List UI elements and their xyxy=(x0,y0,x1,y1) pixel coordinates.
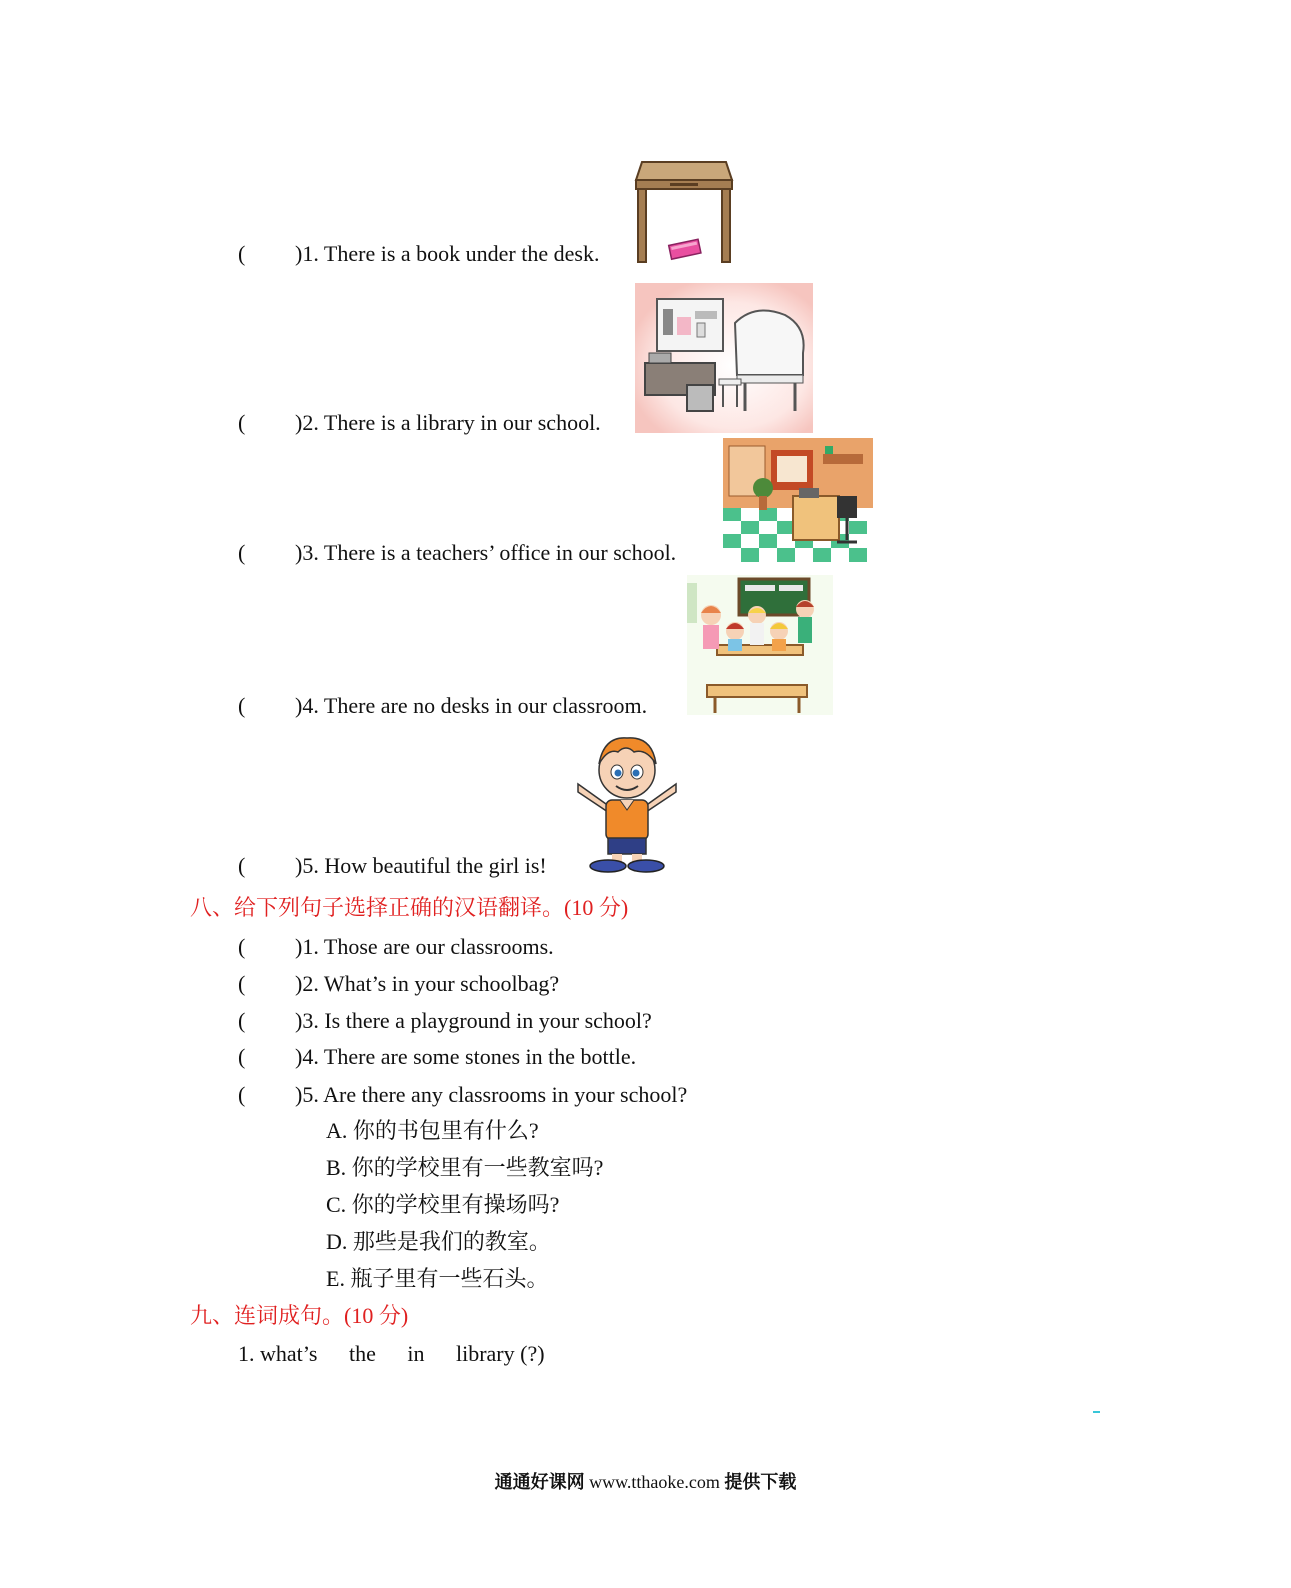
option-d: D. 那些是我们的教室。 xyxy=(326,1229,551,1254)
answer-paren: ( xyxy=(238,1044,246,1069)
question-text: )3. Is there a playground in your school? xyxy=(295,1008,652,1033)
question-text: )4. There are no desks in our classroom. xyxy=(295,693,648,718)
option-a: A. 你的书包里有什么? xyxy=(326,1118,539,1143)
question-text: )1. There is a book under the desk. xyxy=(295,241,600,266)
answer-paren: ( xyxy=(238,971,246,996)
question-text: )2. There is a library in our school. xyxy=(295,410,601,435)
answer-paren: ( xyxy=(238,1008,246,1033)
question-text: )5. How beautiful the girl is! xyxy=(295,853,547,878)
section-9-heading: 九、连词成句。(10 分) xyxy=(190,1303,409,1328)
footer-url[interactable]: www.tthaoke.com xyxy=(589,1472,720,1492)
item-number: 1. xyxy=(238,1341,255,1366)
s9-item-1 xyxy=(238,1340,545,1368)
scrambled-word: what’s xyxy=(260,1341,318,1366)
footer-prefix: 通通好课网 xyxy=(494,1472,585,1493)
answer-paren: ( xyxy=(238,540,246,565)
option-c: C. 你的学校里有操场吗? xyxy=(326,1192,560,1217)
stray-mark xyxy=(1093,1411,1100,1413)
answer-paren: ( xyxy=(238,241,246,266)
scrambled-word: in xyxy=(407,1341,425,1366)
classroom-children-picture xyxy=(687,575,833,715)
scrambled-word: library xyxy=(455,1341,515,1366)
question-text: )5. Are there any classrooms in your school? xyxy=(295,1082,688,1107)
section-8-heading: 八、给下列句子选择正确的汉语翻译。(10 分) xyxy=(190,895,629,920)
question-text: )3. There is a teachers’ office in our school. xyxy=(295,540,677,565)
question-text: )1. Those are our classrooms. xyxy=(295,934,554,959)
question-text: )4. There are some stones in the bottle. xyxy=(295,1044,637,1069)
answer-paren: ( xyxy=(238,693,246,718)
answer-paren: ( xyxy=(238,1082,246,1107)
answer-paren: ( xyxy=(238,853,246,878)
footer xyxy=(0,1468,1291,1494)
music-room-picture xyxy=(635,283,813,433)
cartoon-boy-picture xyxy=(574,734,680,874)
answer-paren: ( xyxy=(238,410,246,435)
footer-suffix: 提供下载 xyxy=(724,1472,797,1493)
question-text: )2. What’s in your schoolbag? xyxy=(295,971,560,996)
scrambled-word: the xyxy=(348,1341,376,1366)
option-e: E. 瓶子里有一些石头。 xyxy=(326,1266,549,1291)
answer-paren: ( xyxy=(238,934,246,959)
scrambled-word: (?) xyxy=(520,1341,545,1366)
desk-with-book-picture xyxy=(634,158,734,264)
teachers-office-picture xyxy=(723,438,873,562)
option-b: B. 你的学校里有一些教室吗? xyxy=(326,1155,604,1180)
